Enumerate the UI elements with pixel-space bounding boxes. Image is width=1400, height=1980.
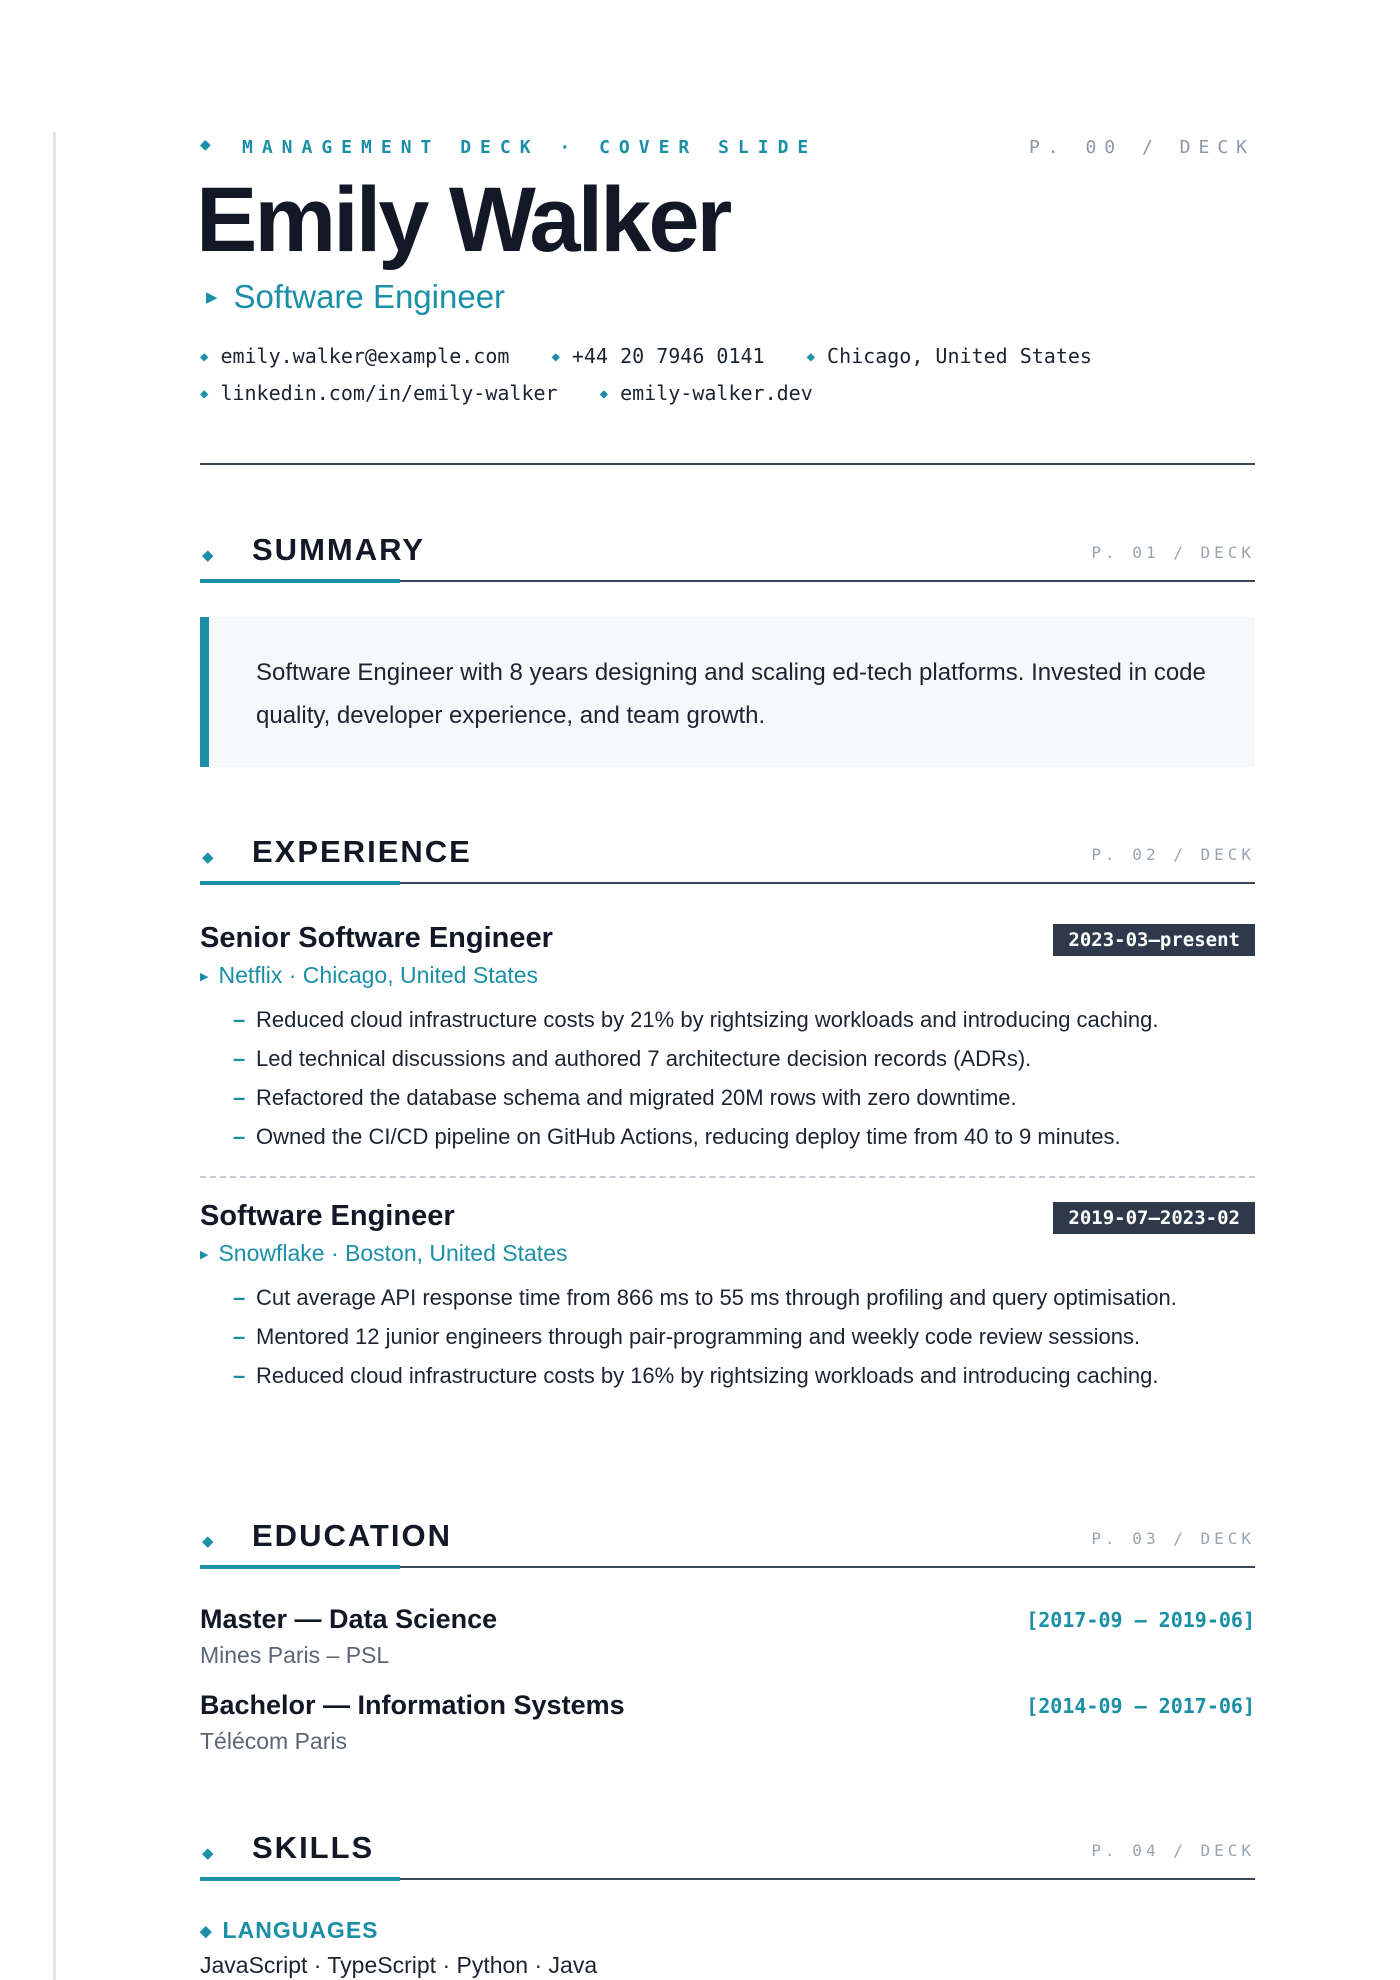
job-bullets — [200, 1280, 1255, 1397]
diamond-icon: ◆ — [200, 136, 211, 152]
list-item: – Mentored 12 junior engineers through pair-programming and weekly code review sessions. — [200, 1319, 1255, 1354]
dash-icon: – — [233, 1324, 246, 1349]
diamond-icon: ◆ — [551, 349, 560, 365]
section-accent — [200, 881, 400, 885]
education-school: Télécom Paris — [200, 1728, 347, 1754]
diamond-icon: ◆ — [202, 849, 214, 866]
diamond-icon: ◆ — [599, 386, 609, 402]
header-divider — [200, 463, 1255, 465]
section-header-education — [200, 1514, 1255, 1574]
header-page-ref: P. 00 / DECK — [1028, 137, 1255, 158]
list-item: – Owned the CI/CD pipeline on GitHub Actions, reducing deploy time from 40 to 9 minutes. — [200, 1119, 1255, 1154]
contact-linkedin[interactable]: ◆ linkedin.com/in/emily-walker — [200, 381, 558, 405]
contact-row — [200, 381, 1122, 418]
summary-text: Software Engineer with 8 years designing and scaling ed-tech platforms. Invested in code quality, developer experience, and team growth. — [256, 659, 1206, 729]
job-date-badge: 2023-03—present — [1053, 924, 1255, 956]
section-page-ref: P. 04 / DECK — [1091, 1841, 1255, 1860]
contact-website[interactable]: ◆ emily-walker.dev — [599, 381, 813, 405]
education-school: Mines Paris – PSL — [200, 1642, 390, 1668]
section-accent — [200, 1565, 400, 1569]
section-title: SUMMARY — [252, 532, 426, 567]
section-page-ref: P. 03 / DECK — [1091, 1529, 1255, 1548]
list-item: – Refactored the database schema and migrated 20M rows with zero downtime. — [200, 1080, 1255, 1115]
diamond-icon: ◆ — [202, 547, 214, 564]
summary-box — [200, 617, 1255, 767]
job-company: ▶ Snowflake · Boston, United States — [200, 1240, 568, 1266]
education-entry — [200, 1604, 1255, 1674]
section-page-ref: P. 02 / DECK — [1091, 845, 1255, 864]
diamond-icon: ◆ — [202, 1845, 214, 1862]
diamond-icon: ◆ — [202, 1533, 214, 1550]
contact-row — [200, 344, 1122, 381]
diamond-icon: ◆ — [806, 349, 816, 365]
contact-location: ◆ Chicago, United States — [806, 344, 1092, 368]
section-title: EDUCATION — [252, 1518, 452, 1553]
section-header-skills — [200, 1826, 1255, 1886]
dash-icon: – — [233, 1363, 246, 1388]
education-entry — [200, 1690, 1255, 1760]
list-item: – Reduced cloud infrastructure costs by 16% by rightsizing workloads and introducing caching. — [200, 1358, 1255, 1393]
diamond-icon: ◆ — [200, 349, 209, 365]
left-rail — [53, 132, 56, 1980]
summary-accent-bar — [200, 617, 209, 767]
job-title: Senior Software Engineer — [200, 922, 553, 954]
list-item: – Reduced cloud infrastructure costs by 21% by rightsizing workloads and introducing caching. — [200, 1002, 1255, 1037]
skill-group-label: ◆ LANGUAGES — [200, 1917, 379, 1943]
list-item: – Led technical discussions and authored 7 architecture decision records (ADRs). — [200, 1041, 1255, 1076]
dash-icon: – — [233, 1124, 246, 1149]
section-header-summary — [200, 528, 1255, 588]
dash-icon: – — [233, 1007, 246, 1032]
job-company: ▶ Netflix · Chicago, United States — [200, 962, 539, 988]
job-bullets — [200, 1002, 1255, 1158]
education-years: [2017-09 – 2019-06] — [1026, 1608, 1255, 1632]
dash-icon: – — [233, 1046, 246, 1071]
contact-phone[interactable]: ◆ +44 20 7946 0141 — [551, 344, 765, 368]
section-header-experience — [200, 830, 1255, 890]
dash-icon: – — [233, 1285, 246, 1310]
section-page-ref: P. 01 / DECK — [1091, 543, 1255, 562]
header-kicker: MANAGEMENT DECK · COVER SLIDE — [242, 137, 818, 158]
job-date-badge: 2019-07—2023-02 — [1053, 1202, 1255, 1234]
triangle-icon: ▶ — [200, 1249, 209, 1261]
candidate-name: Emily Walker — [196, 169, 730, 271]
triangle-icon: ▶ — [206, 289, 218, 306]
diamond-icon: ◆ — [200, 1923, 213, 1940]
skill-items: JavaScript · TypeScript · Python · Java — [200, 1952, 598, 1978]
section-title: EXPERIENCE — [252, 834, 472, 869]
list-item: – Cut average API response time from 866 ms to 55 ms through profiling and query optimisation. — [200, 1280, 1255, 1315]
dash-icon: – — [233, 1085, 246, 1110]
candidate-role — [206, 278, 505, 316]
role-label: Software Engineer — [233, 278, 506, 315]
job-separator — [200, 1176, 1255, 1178]
section-accent — [200, 579, 400, 583]
contact-email[interactable]: ◆ emily.walker@example.com — [200, 344, 510, 368]
section-accent — [200, 1877, 400, 1881]
education-degree: Bachelor — Information Systems — [200, 1690, 625, 1720]
triangle-icon: ▶ — [200, 971, 209, 983]
contact-list — [200, 344, 1122, 418]
section-title: SKILLS — [252, 1830, 375, 1865]
education-degree: Master — Data Science — [200, 1604, 498, 1634]
header-eyebrow — [200, 136, 1255, 160]
diamond-icon: ◆ — [200, 386, 209, 402]
job-title: Software Engineer — [200, 1200, 455, 1232]
education-years: [2014-09 – 2017-06] — [1026, 1694, 1255, 1718]
